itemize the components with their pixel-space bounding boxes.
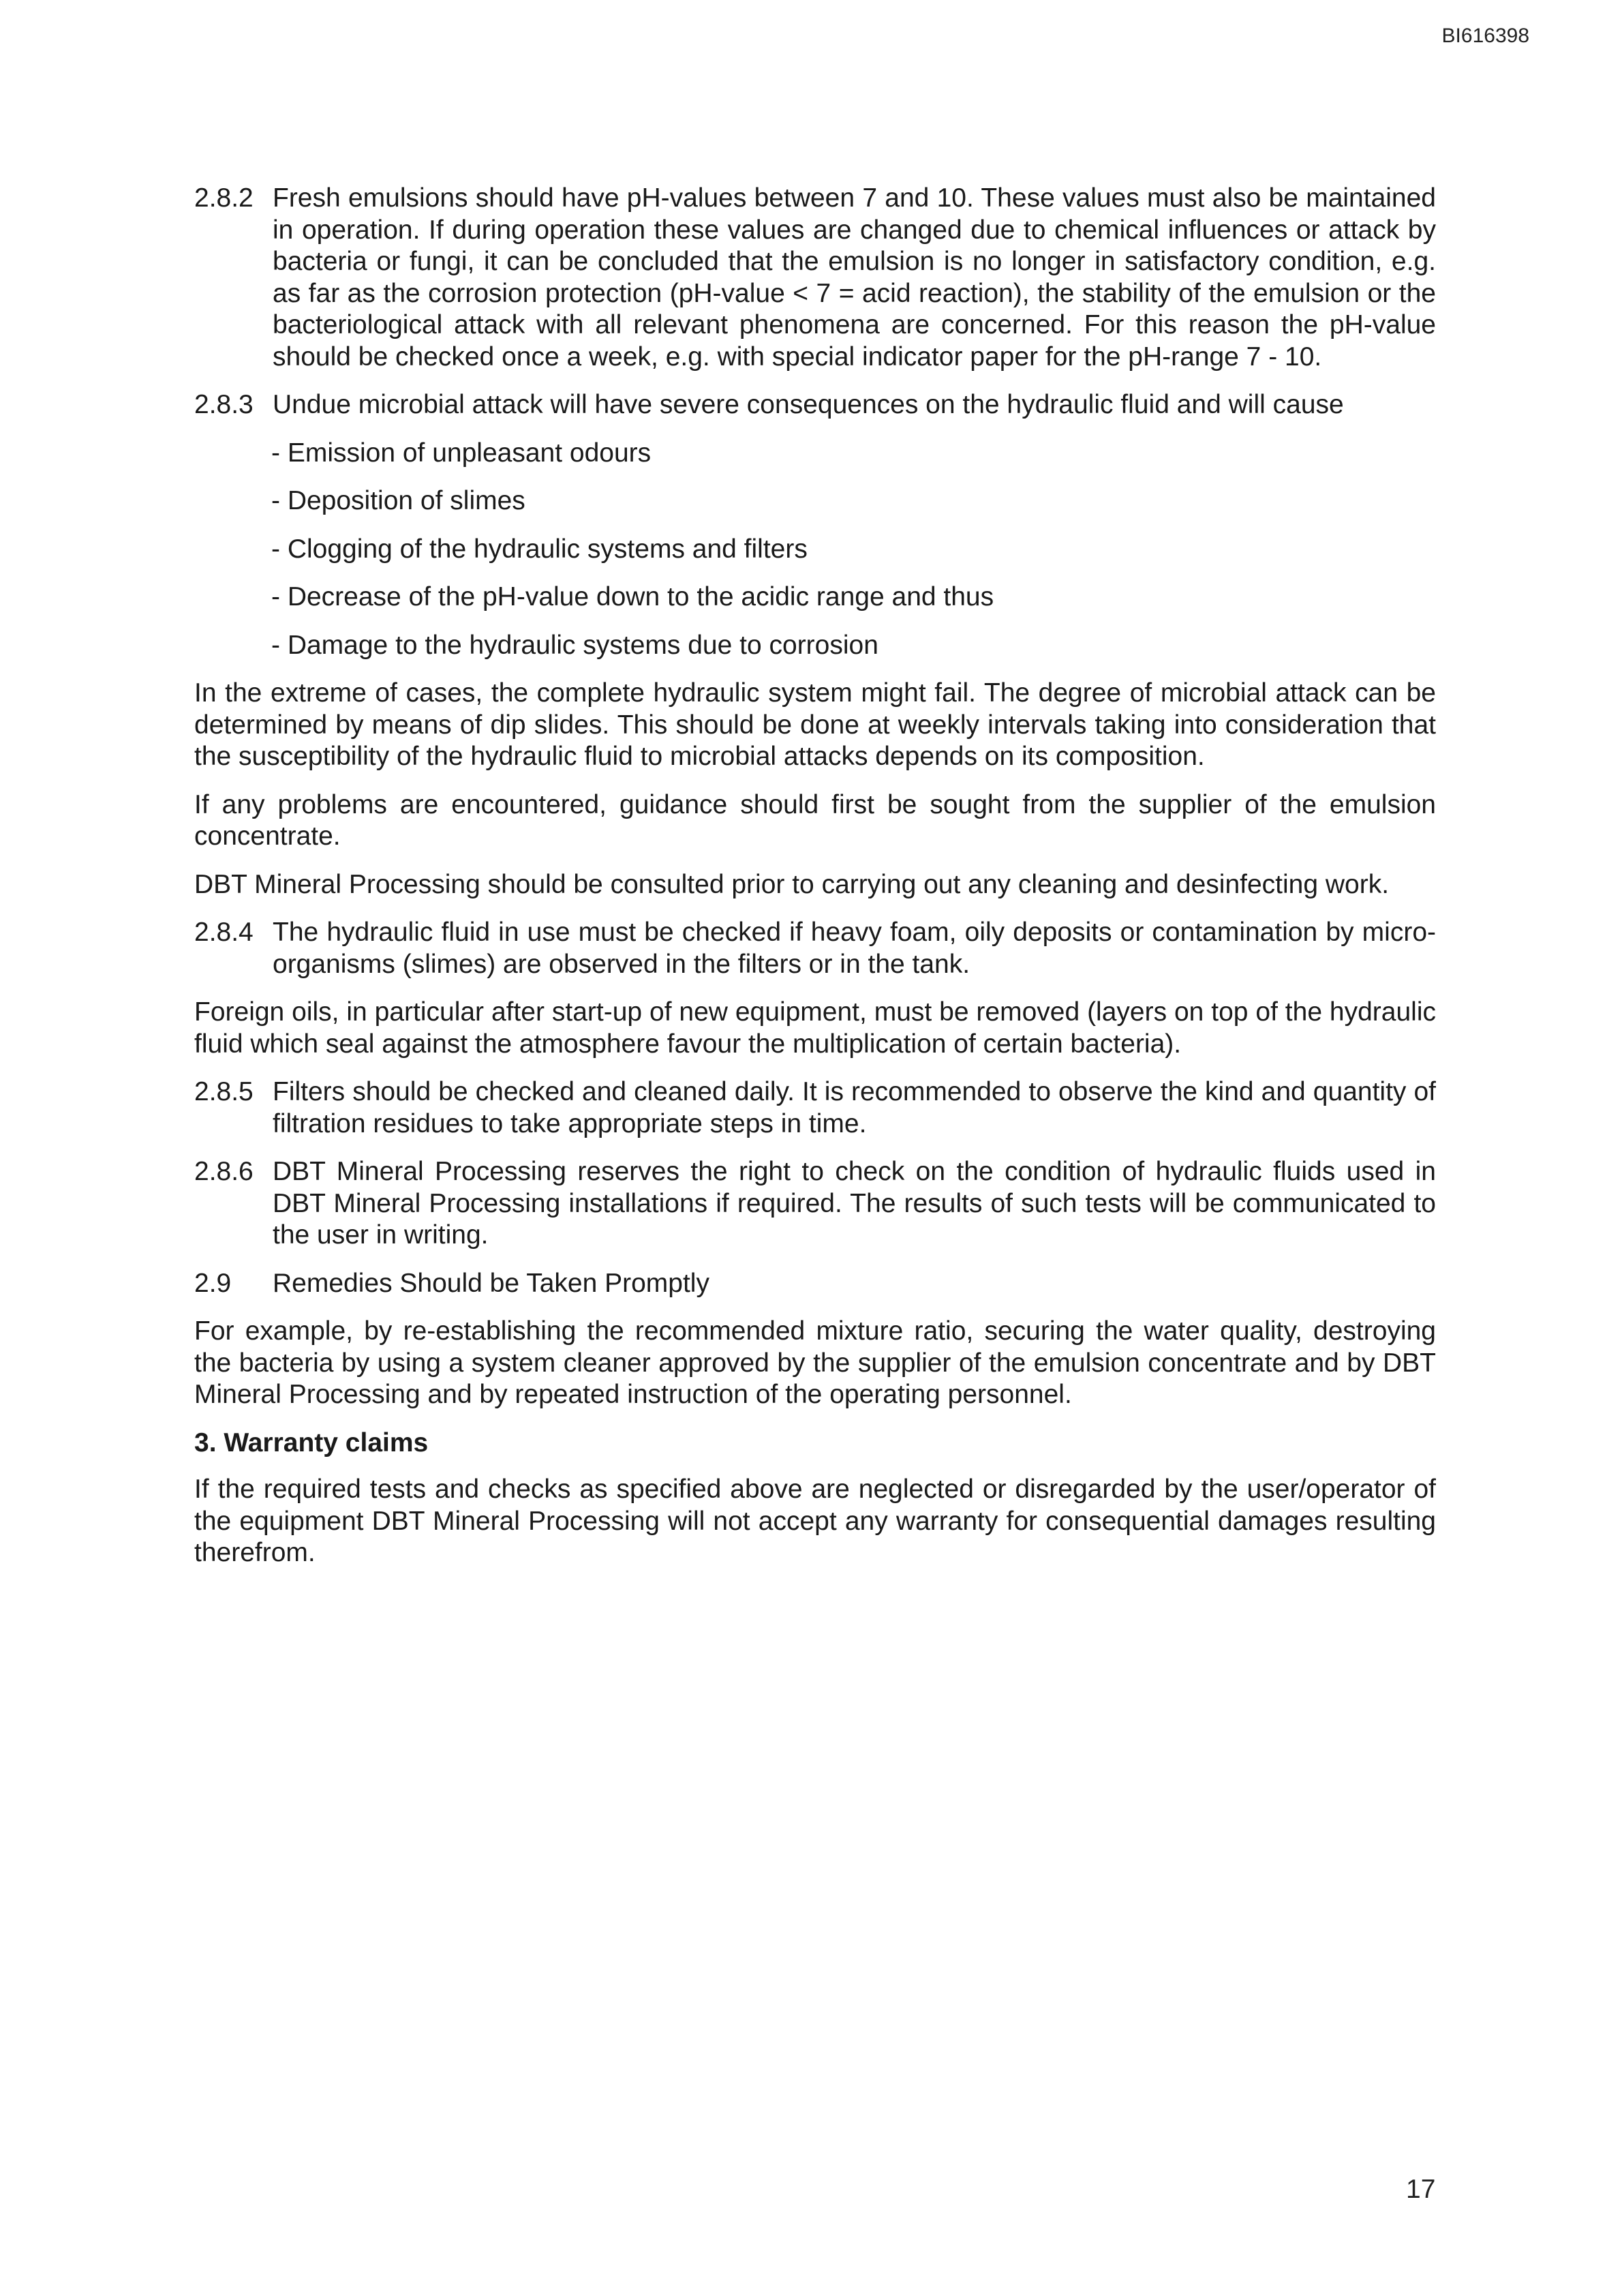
section-2-8-2 xyxy=(194,183,1436,373)
section-2-8-5 xyxy=(194,1076,1436,1140)
section-number: 2.9 xyxy=(194,1268,232,1298)
section-2-8-6 xyxy=(194,1156,1436,1252)
section-2-9 xyxy=(194,1268,1436,1300)
document-id: BI616398 xyxy=(1441,25,1529,47)
section-2-8-4 xyxy=(194,917,1436,980)
section-text: Fresh emulsions should have pH-values between 7 and 10. These values must also be maintained in operation. If during operation these values are changed due to chemical influences or attack by bacteria or fungi, it can be concluded that the emulsion is no longer in satisfactory condition, e.g. as far as the corrosion protection (pH-value < 7 = acid reaction), the stability of the emulsion or the bacteriological attack with all relevant phenomena are concerned. For this reason the pH-value should be checked once a week, e.g. with special indicator paper for the pH-range 7 - 10. xyxy=(273,183,1436,372)
list-item: - Damage to the hydraulic systems due to corrosion xyxy=(271,630,878,660)
paragraph-example: For example, by re-establishing the recommended mixture ratio, securing the water quality, destroying the bacteria by using a system cleaner approved by the supplier of the emulsion concentrate and by DBT Mineral Processing and by repeated instruction of the operating personnel. xyxy=(194,1316,1436,1409)
section-number: 2.8.3 xyxy=(194,390,254,419)
section-text: Undue microbial attack will have severe consequences on the hydraulic fluid and will cause xyxy=(273,390,1344,419)
list-item: - Decrease of the pH-value down to the acidic range and thus xyxy=(271,582,994,611)
paragraph-extreme-cases: In the extreme of cases, the complete hydraulic system might fail. The degree of microbial attack can be determined by means of dip slides. This should be done at weekly intervals taking into consideration that the susceptibility of the hydraulic fluid to microbial attacks depends on its composition. xyxy=(194,678,1436,771)
section-number: 2.8.2 xyxy=(194,183,254,213)
paragraph-consult: DBT Mineral Processing should be consulted prior to carrying out any cleaning and desinfecting work. xyxy=(194,869,1390,899)
section-text: The hydraulic fluid in use must be checked if heavy foam, oily deposits or contamination by micro-organisms (slimes) are observed in the filters or in the tank. xyxy=(273,918,1436,979)
section-text: Filters should be checked and cleaned daily. It is recommended to observe the kind and quantity of filtration residues to take appropriate steps in time. xyxy=(273,1077,1436,1138)
page-number: 17 xyxy=(1406,2175,1436,2204)
paragraph-problems: If any problems are encountered, guidance should first be sought from the supplier of the emulsion concentrate. xyxy=(194,789,1436,851)
section-number: 2.8.6 xyxy=(194,1157,254,1186)
section-number: 2.8.5 xyxy=(194,1077,254,1106)
list-item: - Clogging of the hydraulic systems and filters xyxy=(271,534,808,564)
section-2-8-3 xyxy=(194,389,1436,421)
section-title: Remedies Should be Taken Promptly xyxy=(273,1268,709,1298)
document-body xyxy=(194,183,1436,1586)
section-number: 2.8.4 xyxy=(194,918,254,947)
list-item: - Deposition of slimes xyxy=(271,486,525,515)
list-item: - Emission of unpleasant odours xyxy=(271,438,652,468)
consequence-list xyxy=(194,438,1436,662)
section-text: DBT Mineral Processing reserves the right to check on the condition of hydraulic fluids used in DBT Mineral Processing installations if required. The results of such tests will be communicated to the user in writing. xyxy=(273,1157,1436,1250)
paragraph-foreign-oils: Foreign oils, in particular after start-up of new equipment, must be removed (layers on top of the hydraulic fluid which seal against the atmosphere favour the multiplication of certain bacteria). xyxy=(194,997,1436,1059)
paragraph-warranty: If the required tests and checks as specified above are neglected or disregarded by the user/operator of the equipment DBT Mineral Processing will not accept any warranty for consequential damages resulting therefrom. xyxy=(194,1475,1436,1567)
warranty-heading: 3. Warranty claims xyxy=(194,1428,429,1457)
